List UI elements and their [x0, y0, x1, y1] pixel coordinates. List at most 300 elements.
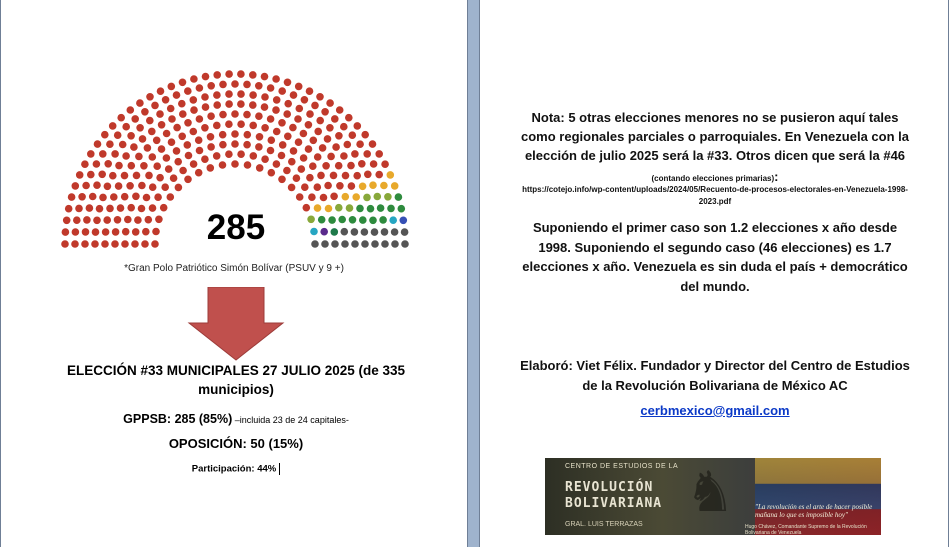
seat-dot [243, 111, 251, 119]
seat-dot [72, 182, 80, 190]
seat-dot [346, 204, 354, 212]
seat-dot [278, 176, 286, 184]
seat-dot [261, 103, 269, 111]
seat-dot [370, 160, 378, 168]
seat-dot [284, 100, 292, 108]
seat-dot [184, 141, 192, 149]
seat-dot [219, 131, 227, 139]
seat-dot [111, 150, 119, 158]
seat-dot [71, 240, 79, 248]
seat-dot [331, 228, 339, 236]
seat-dot [148, 128, 156, 136]
seat-dot [371, 228, 379, 236]
seat-dot [335, 132, 343, 140]
seat-dot [93, 217, 101, 225]
seat-dot [87, 171, 95, 179]
seat-dot [354, 122, 362, 130]
right-page [480, 0, 948, 547]
seat-dot [122, 152, 130, 160]
seat-dot [165, 165, 173, 173]
text-cursor [279, 463, 280, 475]
seat-dot [272, 106, 280, 114]
seat-dot [143, 194, 151, 202]
seat-dot [131, 115, 139, 123]
seat-dot [351, 150, 359, 158]
seat-dot [86, 204, 94, 212]
seat-dot [213, 91, 221, 99]
seat-dot [167, 193, 175, 201]
banner-title-line1: REVOLUCIÓN [565, 480, 654, 495]
seat-dot [213, 152, 221, 160]
down-arrow-icon [186, 287, 286, 361]
seat-dot [314, 204, 322, 212]
author-paragraph: Elaboró: Viet Félix. Fundador y Director del Centro de Estudios de la Revolución Bolivariana de México AC [520, 358, 910, 393]
seat-dot [326, 124, 334, 132]
seat-dot [136, 99, 144, 107]
seat-dot [389, 216, 397, 224]
seat-dot [72, 228, 80, 236]
seat-dot [244, 131, 252, 139]
seat-dot [179, 167, 187, 175]
seat-dot [92, 228, 100, 236]
seat-dot [278, 152, 286, 160]
seat-dot [96, 205, 104, 213]
seat-dot [121, 172, 129, 180]
seat-dot [175, 184, 183, 192]
seat-dot [184, 87, 192, 95]
seat-dot [341, 228, 349, 236]
banner-subtext: Hugo Chávez, Comandante Supremo de la Revolución Bolivariana de Venezuela [745, 524, 867, 535]
seat-dot [279, 141, 287, 149]
seat-dot [319, 144, 327, 152]
participacion-text: Participación: 44% [191, 463, 277, 475]
seat-dot [207, 82, 215, 90]
seat-dot [104, 183, 112, 191]
seat-dot [249, 71, 257, 79]
seat-dot [324, 135, 332, 143]
seat-dot [351, 228, 359, 236]
seat-dot [151, 102, 159, 110]
nota-paragraph [520, 108, 910, 188]
seat-dot [134, 216, 142, 224]
seat-dot [261, 124, 269, 132]
suponiendo-paragraph: Suponiendo el primer caso son 1.2 elecciones x año desde 1998. Suponiendo el segundo caso (46 elecciones) es 1.7 elecciones x año. Venezuela es sin duda el país + democrático del mundo. [522, 220, 908, 294]
seat-dot [135, 153, 143, 161]
seat-dot [320, 194, 328, 202]
seat-dot [163, 154, 171, 162]
seat-dot [330, 193, 338, 201]
seat-dot [127, 204, 135, 212]
seat-dot [379, 216, 387, 224]
seat-dot [114, 131, 122, 139]
gppsb-main-text: GPPSB: 285 (85%) [123, 412, 233, 426]
seat-dot [267, 84, 275, 92]
seat-dot [190, 75, 198, 83]
seat-dot [115, 162, 123, 170]
seat-dot [190, 96, 198, 104]
seat-dot [162, 96, 170, 104]
seat-dot [306, 110, 314, 118]
seat-dot [324, 182, 332, 190]
seat-dot [213, 101, 221, 109]
seat-dot [290, 147, 298, 155]
seat-dot [131, 240, 139, 248]
seat-dot [144, 144, 152, 152]
seat-dot [400, 217, 408, 225]
banner-title [565, 480, 662, 512]
seat-dot [307, 216, 315, 224]
seat-dot [305, 145, 313, 153]
left-page [1, 0, 467, 547]
seat-dot [225, 120, 233, 128]
seat-dot [314, 153, 322, 161]
seat-dot [359, 216, 367, 224]
seat-dot [61, 240, 69, 248]
seat-dot [161, 183, 169, 191]
seat-dot [102, 228, 110, 236]
seat-dot [213, 122, 221, 130]
seat-dot [336, 182, 344, 190]
banner-small-text: CENTRO DE ESTUDIOS DE LA [565, 463, 679, 470]
seat-dot [314, 183, 322, 191]
seat-dot [367, 205, 375, 213]
seat-dot [152, 228, 160, 236]
oposicion-result: OPOSICIÓN: 50 (15%) [168, 436, 304, 451]
seat-dot [391, 228, 399, 236]
seat-dot [288, 158, 296, 166]
seat-dot [156, 174, 164, 182]
seat-dot [207, 143, 215, 151]
seat-dot [327, 153, 335, 161]
seat-dot [82, 228, 90, 236]
seat-dot [359, 183, 367, 191]
seat-dot [94, 140, 102, 148]
seat-dot [261, 155, 269, 163]
seat-dot [374, 193, 382, 201]
seat-dot [65, 205, 73, 213]
seat-dot [244, 161, 252, 169]
seat-dot [83, 216, 91, 224]
seat-dot [326, 99, 334, 107]
seat-dot [371, 240, 379, 248]
seat-total-label: 285 [206, 208, 266, 247]
seat-dot [401, 240, 409, 248]
seat-dot [332, 143, 340, 151]
seat-dot [310, 137, 318, 145]
seat-dot [167, 105, 175, 113]
seat-dot [138, 205, 146, 213]
seat-dot [201, 124, 209, 132]
seat-dot [132, 193, 140, 201]
seat-dot [63, 217, 71, 225]
seat-dot [168, 115, 176, 123]
seat-dot [387, 171, 395, 179]
seat-dot [364, 171, 372, 179]
seat-dot [231, 110, 239, 118]
seat-dot [295, 83, 303, 91]
seat-dot [296, 193, 304, 201]
seat-dot [250, 152, 258, 160]
seat-dot [158, 121, 166, 129]
seat-dot [381, 160, 389, 168]
seat-dot [309, 162, 317, 170]
seat-dot [301, 183, 309, 191]
seat-dot [375, 150, 383, 158]
seat-dot [170, 174, 178, 182]
nota-end: : [774, 169, 779, 184]
seat-dot [122, 228, 130, 236]
seat-dot [335, 162, 343, 170]
seat-dot [149, 183, 157, 191]
seat-dot [237, 100, 245, 108]
seat-dot [179, 79, 187, 87]
seat-dot [381, 228, 389, 236]
seat-dot [391, 182, 399, 190]
email-link[interactable]: cerbmexico@gmail.com [640, 403, 790, 418]
seat-dot [311, 240, 319, 248]
seat-dot [361, 240, 369, 248]
seat-dot [111, 240, 119, 248]
seat-dot [356, 140, 364, 148]
seat-dot [237, 90, 245, 98]
seat-dot [353, 172, 361, 180]
seat-dot [213, 71, 221, 79]
seat-dot [155, 216, 163, 224]
seat-dot [93, 160, 101, 168]
seat-dot [149, 204, 157, 212]
seat-dot [256, 164, 264, 172]
seat-dot [121, 240, 129, 248]
gppsb-note: –incluida 23 de 24 capitales- [232, 415, 349, 425]
seat-dot [82, 182, 90, 190]
seat-dot [62, 228, 70, 236]
seat-dot [109, 172, 117, 180]
seat-dot [261, 93, 269, 101]
seat-dot [185, 152, 193, 160]
seat-dot [331, 240, 339, 248]
seat-dot [369, 181, 377, 189]
seat-dot [267, 115, 275, 123]
seat-dot [377, 204, 385, 212]
seat-dot [225, 90, 233, 98]
seat-dot [268, 169, 276, 177]
seat-dot [141, 108, 149, 116]
seat-dot [249, 91, 257, 99]
seat-dot [255, 112, 263, 120]
seat-dot [338, 216, 346, 224]
seat-dot [163, 130, 171, 138]
seat-dot [310, 228, 318, 236]
seat-dot [73, 216, 81, 224]
seat-dot [132, 228, 140, 236]
seat-dot [130, 143, 138, 151]
seat-dot [401, 228, 409, 236]
seat-dot [78, 193, 86, 201]
seat-dot [272, 75, 280, 83]
seat-dot [225, 150, 233, 158]
seat-dot [306, 87, 314, 95]
seat-dot [345, 114, 353, 122]
seat-dot [336, 106, 344, 114]
seat-dot [117, 204, 125, 212]
seat-dot [249, 101, 257, 109]
seat-dot [103, 216, 111, 224]
seat-dot [202, 73, 210, 81]
seat-dot [99, 194, 107, 202]
seat-dot [311, 102, 319, 110]
seat-dot [219, 111, 227, 119]
election-title: ELECCIÓN #33 MUNICIPALES 27 JULIO 2025 (de 335 municipios) [66, 363, 406, 397]
seat-dot [91, 240, 99, 248]
seat-dot [273, 128, 281, 136]
seat-dot [122, 123, 130, 131]
seat-dot [106, 205, 114, 213]
seat-dot [306, 174, 314, 182]
seat-dot [237, 150, 245, 158]
seat-dot [173, 147, 181, 155]
seat-dot [300, 154, 308, 162]
seat-dot [184, 176, 192, 184]
seat-dot [317, 172, 325, 180]
seat-dot [153, 162, 161, 170]
seat-dot [278, 87, 286, 95]
seat-dot [207, 133, 215, 141]
seat-dot [255, 82, 263, 90]
seat-dot [196, 115, 204, 123]
seat-dot [321, 240, 329, 248]
seat-dot [342, 193, 350, 201]
seat-dot [101, 131, 109, 139]
seat-dot [201, 93, 209, 101]
seat-dot [243, 141, 251, 149]
seat-dot [110, 193, 118, 201]
seat-dot [331, 115, 339, 123]
seat-dot [114, 216, 122, 224]
seat-dot [395, 193, 403, 201]
seat-dot [349, 216, 357, 224]
seat-dot [351, 240, 359, 248]
seat-dot [237, 70, 245, 78]
seat-dot [219, 141, 227, 149]
seat-dot [231, 130, 239, 138]
seat-dot [119, 141, 127, 149]
seat-dot [81, 240, 89, 248]
seat-dot [76, 171, 84, 179]
seat-dot [173, 91, 181, 99]
seat-dot [81, 160, 89, 168]
seat-dot [178, 100, 186, 108]
seat-dot [322, 162, 330, 170]
seat-dot [139, 135, 147, 143]
seat-dot [115, 182, 123, 190]
seat-dot [293, 174, 301, 182]
seat-dot [68, 193, 76, 201]
seat-dot [283, 167, 291, 175]
seat-dot [231, 140, 239, 148]
seat-dot [173, 124, 181, 132]
seat-dot [243, 81, 251, 89]
seat-dot [298, 165, 306, 173]
seat-dot [87, 150, 95, 158]
seat-dot [93, 181, 101, 189]
seat-dot [157, 87, 165, 95]
seat-dot [300, 130, 308, 138]
seat-dot [261, 73, 269, 81]
seat-dot [369, 217, 377, 225]
chart-caption: *Gran Polo Patriótico Simón Bolívar (PSUV y 9 +) [124, 263, 344, 274]
seat-dot [109, 122, 117, 130]
seat-dot [207, 164, 215, 172]
seat-dot [256, 133, 264, 141]
seat-dot [202, 103, 210, 111]
seat-dot [179, 110, 187, 118]
seat-dot [145, 172, 153, 180]
seat-dot [352, 193, 360, 201]
seat-dot [99, 150, 107, 158]
seat-dot [303, 204, 311, 212]
seat-dot [335, 204, 343, 212]
seat-dot [127, 132, 135, 140]
seat-dot [168, 138, 176, 146]
seat-dot [278, 119, 286, 127]
seat-dot [290, 91, 298, 99]
seat-dot [196, 147, 204, 155]
seat-dot [196, 84, 204, 92]
seat-dot [98, 171, 106, 179]
seat-dot [106, 140, 114, 148]
seat-dot [146, 117, 154, 125]
seat-dot [153, 137, 161, 145]
seat-dot [207, 112, 215, 120]
seat-dot [231, 160, 239, 168]
seat-dot [363, 194, 371, 202]
seat-dot [344, 141, 352, 149]
seat-dot [391, 240, 399, 248]
seat-dot [289, 124, 297, 132]
seat-dot [381, 240, 389, 248]
seat-dot [112, 228, 120, 236]
seat-dot [325, 205, 333, 213]
seat-dot [361, 228, 369, 236]
seat-dot [140, 162, 148, 170]
seat-dot [89, 193, 97, 201]
seat-dot [190, 160, 198, 168]
seat-dot [195, 136, 203, 144]
seat-dot [358, 160, 366, 168]
seat-dot [301, 96, 309, 104]
seat-dot [145, 216, 153, 224]
seat-dot [330, 172, 338, 180]
seat-dot [225, 70, 233, 78]
participacion-line [41, 463, 431, 475]
seat-dot [128, 162, 136, 170]
seat-dot [117, 114, 125, 122]
seat-dot [348, 182, 356, 190]
seat-dot [268, 136, 276, 144]
seat-dot [340, 123, 348, 131]
seat-dot [195, 169, 203, 177]
seat-dot [349, 131, 357, 139]
seat-dot [151, 240, 159, 248]
seat-dot [249, 122, 257, 130]
seat-dot [146, 93, 154, 101]
seat-dot [288, 184, 296, 192]
seat-dot [178, 133, 186, 141]
banner-quote: "La revolución es el arte de hacer posible mañana lo que es imposible hoy" [755, 503, 873, 519]
seat-dot [184, 119, 192, 127]
seat-dot [375, 171, 383, 179]
seat-dot [104, 160, 112, 168]
